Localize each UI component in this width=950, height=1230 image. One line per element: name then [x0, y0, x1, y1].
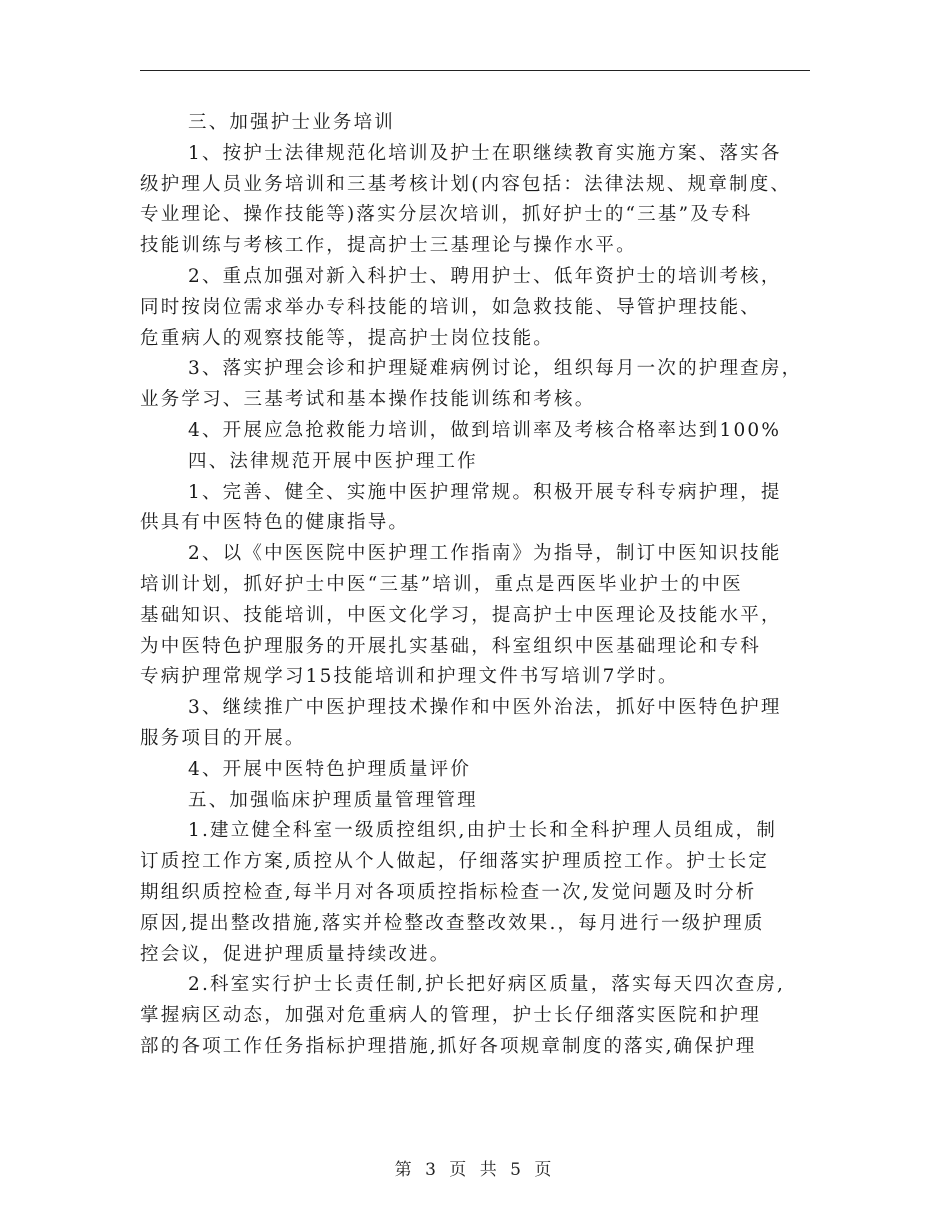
paragraph	[140, 354, 810, 416]
paragraph-first-line: 三、加强护士业务培训	[188, 112, 396, 133]
paragraph	[140, 262, 810, 354]
paragraph-line: 培训计划，抓好护士中医“三基”培训，重点是西医毕业护士的中医	[140, 573, 743, 595]
paragraph-first-line: 2.科室实行护士长责任制,护长把好病区质量，落实每天四次查房,	[188, 974, 786, 996]
paragraph-line: 原因,提出整改措施,落实并检整改查整改效果.，每月进行一级护理质	[140, 912, 765, 934]
paragraph-line: 服务项目的开展。	[140, 727, 306, 749]
paragraph-first-line: 2、重点加强对新入科护士、聘用护士、低年资护士的培训考核，	[188, 265, 782, 287]
paragraph	[140, 755, 810, 786]
paragraph-line: 业务学习、三基考试和基本操作技能训练和考核。	[140, 389, 596, 411]
paragraph	[140, 693, 810, 755]
paragraph-first-line: 五、加强临床护理质量管理管理	[188, 789, 478, 811]
paragraph	[140, 139, 810, 262]
paragraph-line: 部的各项工作任务指标护理措施,抓好各项规章制度的落实,确保护理	[140, 1035, 757, 1057]
page-number: 第 3 页 共 5 页	[394, 1160, 556, 1180]
paragraph-first-line: 3、继续推广中医护理技术操作和中医外治法，抓好中医特色护理	[188, 697, 782, 719]
paragraph-line: 同时按岗位需求举办专科技能的培训，如急救技能、导管护理技能、	[140, 296, 762, 318]
document-body	[140, 108, 810, 1063]
paragraph-first-line: 1.建立健全科室一级质控组织,由护士长和全科护理人员组成，制	[188, 820, 778, 842]
paragraph-first-line: 3、落实护理会诊和护理疑难病例讨论，组织每月一次的护理查房，	[188, 358, 803, 380]
paragraph-first-line: 1、按护士法律规范化培训及护士在职继续教育实施方案、落实各	[188, 142, 782, 164]
paragraph-line: 专业理论、操作技能等)落实分层次培训，抓好护士的“三基”及专科	[140, 204, 753, 226]
paragraph	[140, 416, 810, 447]
paragraph-line: 供具有中医特色的健康指导。	[140, 512, 410, 534]
paragraph-first-line: 4、开展中医特色护理质量评价	[188, 758, 472, 780]
paragraph-line: 掌握病区动态，加强对危重病人的管理，护士长仔细落实医院和护理	[140, 1005, 762, 1027]
paragraph-line: 基础知识、技能培训，中医文化学习，提高护士中医理论及技能水平，	[140, 604, 782, 626]
paragraph	[140, 970, 810, 1062]
page-footer	[0, 1155, 950, 1180]
paragraph-line: 级护理人员业务培训和三基考核计划(内容包括：法律法规、规章制度、	[140, 173, 792, 195]
paragraph-line: 控会议，促进护理质量持续改进。	[140, 943, 451, 965]
paragraph-first-line: 1、完善、健全、实施中医护理常规。积极开展专科专病护理，提	[188, 481, 782, 503]
paragraph	[140, 447, 810, 478]
paragraph-line: 为中医特色护理服务的开展扎实基础，科室组织中医基础理论和专科	[140, 635, 762, 657]
header-rule	[140, 70, 810, 71]
paragraph	[140, 478, 810, 540]
paragraph-line: 期组织质控检查,每半月对各项质控指标检查一次,发觉问题及时分析	[140, 881, 757, 903]
paragraph	[140, 816, 810, 970]
paragraph	[140, 108, 810, 139]
paragraph	[140, 539, 810, 693]
paragraph-line: 专病护理常规学习15技能培训和护理文件书写培训7学时。	[140, 666, 679, 688]
paragraph-line: 危重病人的观察技能等，提高护士岗位技能。	[140, 327, 555, 349]
paragraph-first-line: 4、开展应急抢救能力培训，做到培训率及考核合格率达到100%	[188, 419, 782, 441]
paragraph-line: 订质控工作方案,质控从个人做起，仔细落实护理质控工作。护士长定	[140, 851, 770, 873]
paragraph-first-line: 2、以《中医医院中医护理工作指南》为指导，制订中医知识技能	[188, 543, 782, 565]
paragraph-line: 技能训练与考核工作，提高护士三基理论与操作水平。	[140, 235, 637, 257]
paragraph-first-line: 四、法律规范开展中医护理工作	[188, 450, 478, 472]
paragraph	[140, 786, 810, 817]
